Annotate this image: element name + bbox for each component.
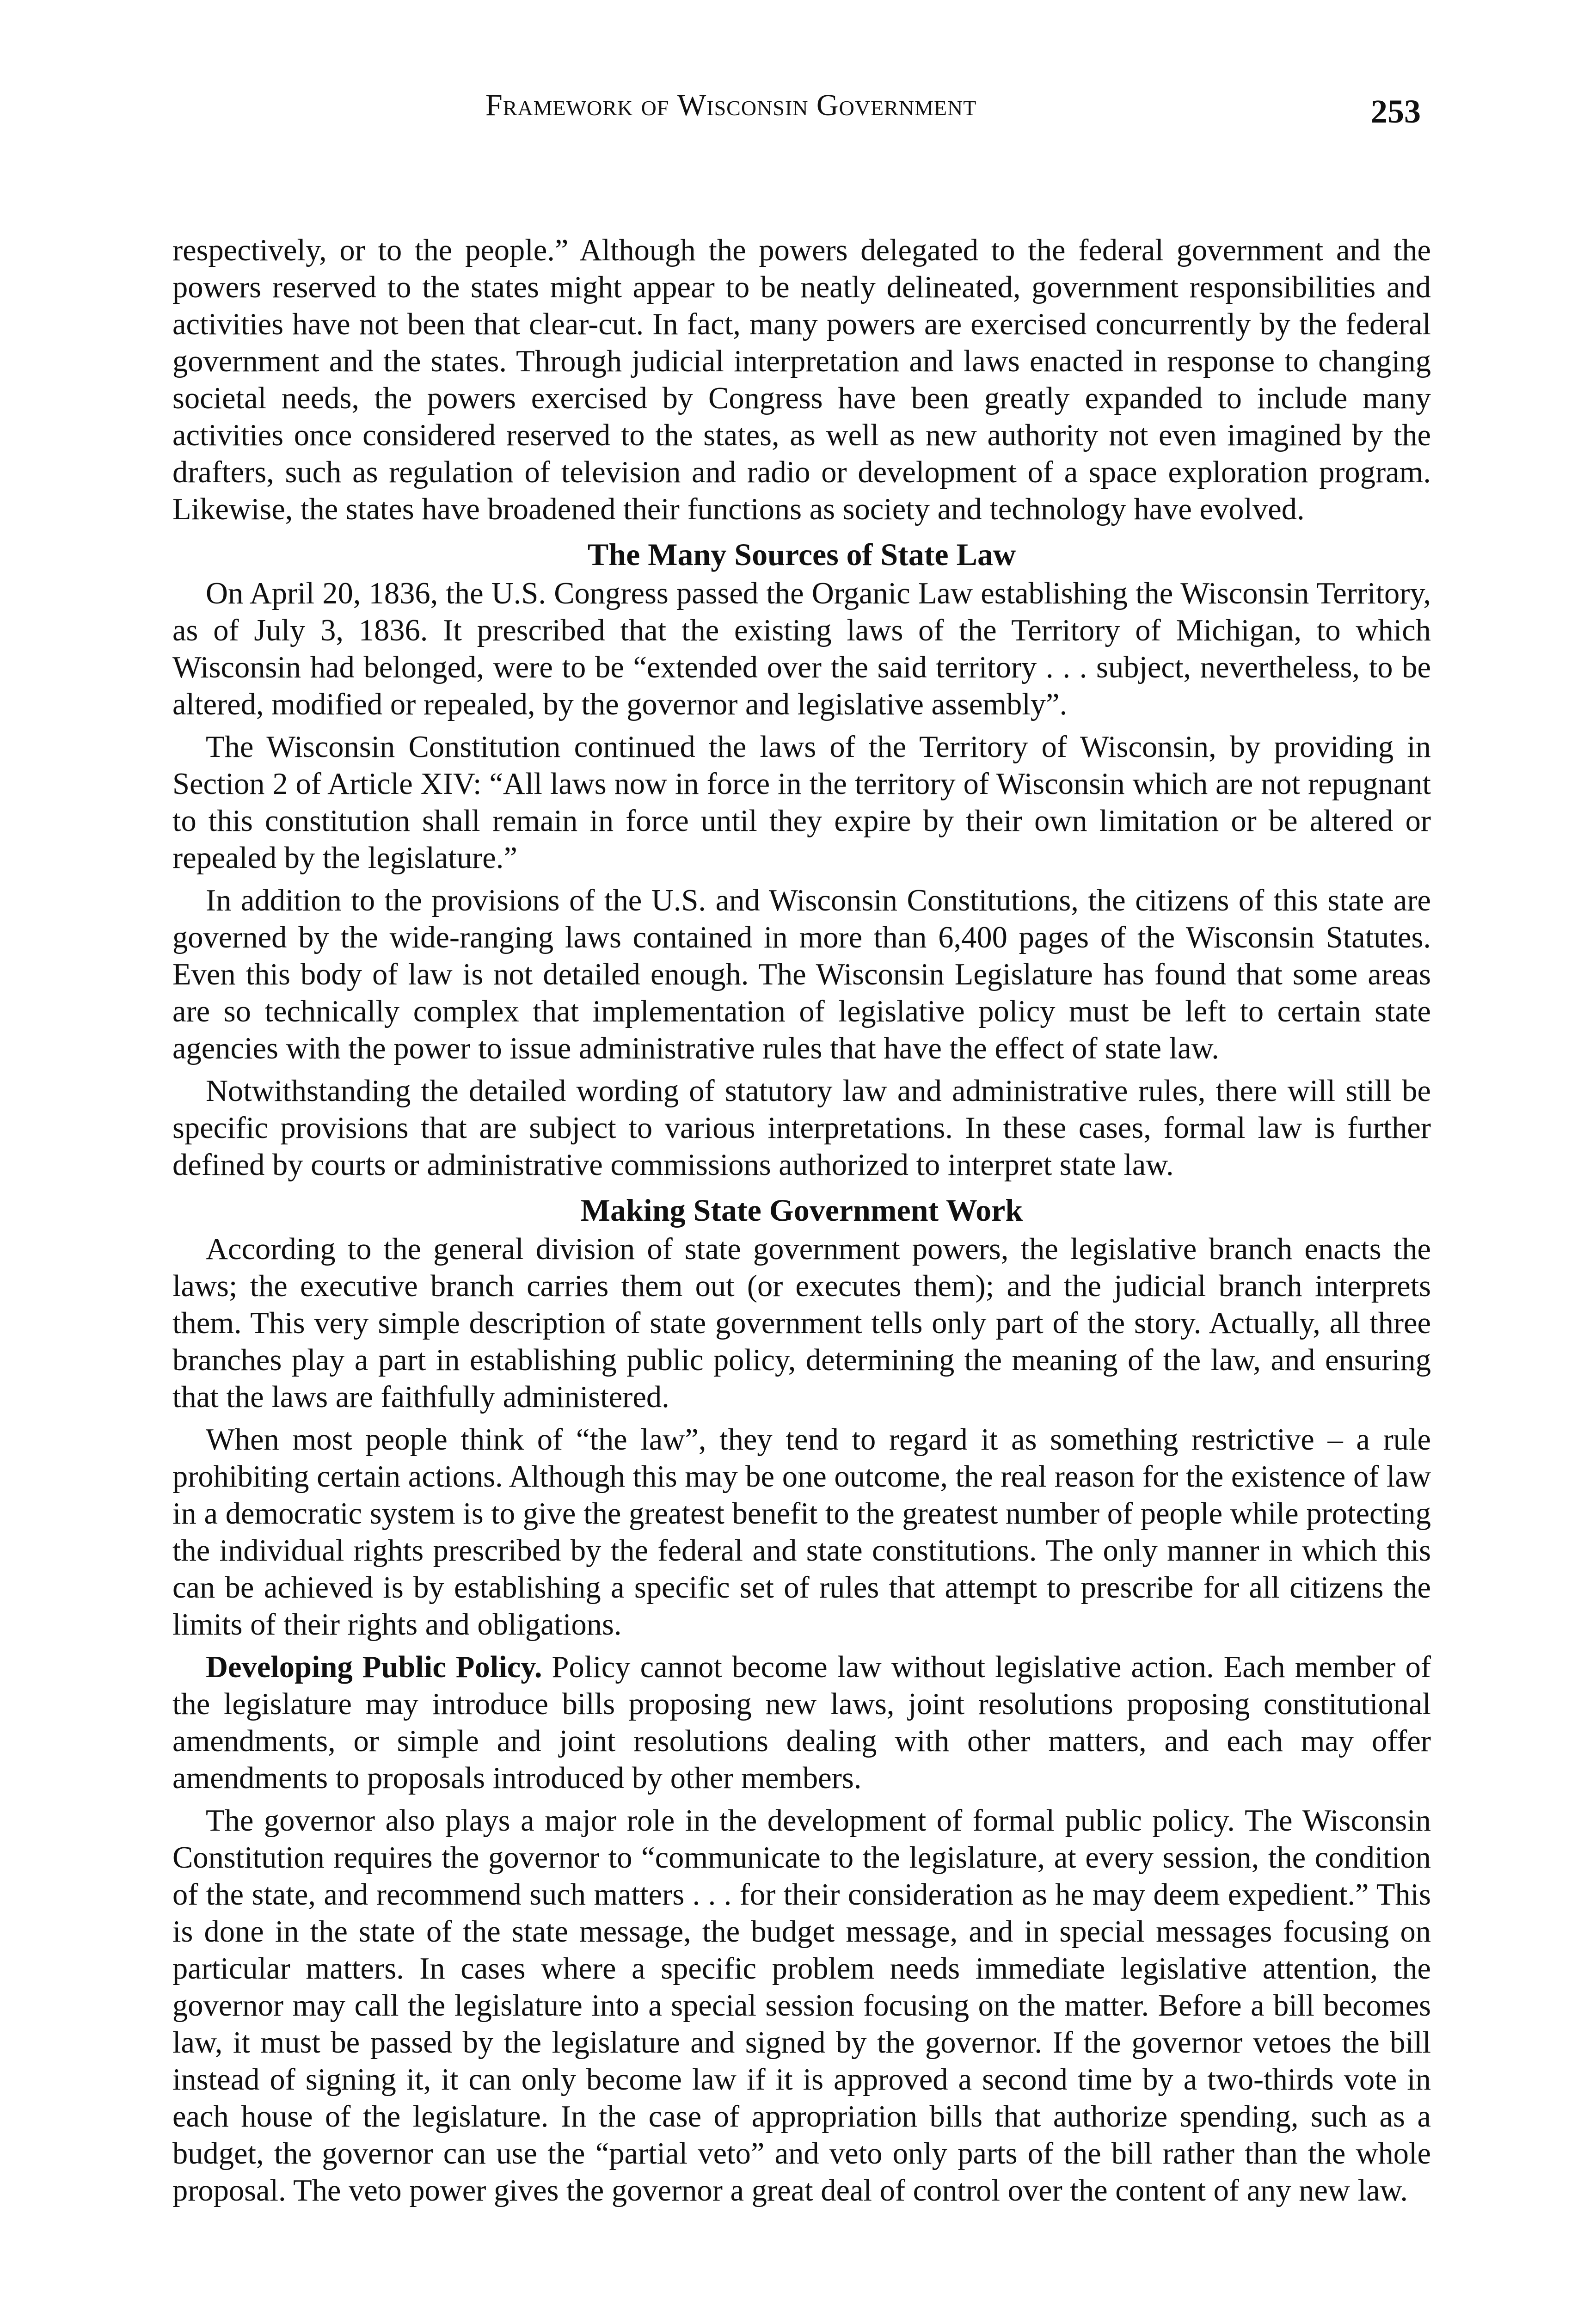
running-head-initial-2: W xyxy=(677,88,707,122)
section-heading-sources: The Many Sources of State Law xyxy=(587,537,1016,572)
running-head xyxy=(485,90,976,121)
paragraph-the-law: When most people think of “the law”, they tend to regard it as something restrictive – a rule prohibiting certain actions. Although this may be one outcome, the real reason for the existence of law in a democratic system is to give the greatest benefit to the greatest number of people while protecting the individual rights prescribed by the federal and state constitutions. The only manner in which this can be achieved is by establishing a specific set of rules that attempt to prescribe for all citizens the limits of their rights and obligations. xyxy=(172,1423,1431,1642)
paragraph-public-policy xyxy=(172,1649,1431,1797)
run-in-heading-public-policy: Developing Public Policy. xyxy=(206,1650,542,1684)
paragraph-organic-law: On April 20, 1836, the U.S. Congress passed the Organic Law establishing the Wisconsin Territory, as of July 3, 1836. It prescribed that the existing laws of the Territory of Michigan, to which Wisconsin had belonged, were to be “extended over the said territory . . . subject, nevertheless, to be altered, modified or repealed, by the governor and legislative assembly”. xyxy=(172,577,1431,721)
paragraph-interpretation: Notwithstanding the detailed wording of statutory law and administrative rules, there will still be specific provisions that are subject to various interpretations. In these cases, formal law is further defined by courts or administrative commissions authorized to interpret state law. xyxy=(172,1074,1431,1182)
section-heading-government-work: Making State Government Work xyxy=(580,1193,1023,1228)
running-head-part-3: overnment xyxy=(839,88,977,122)
paragraph-branches: According to the general division of state government powers, the legislative branch enacts the laws; the executive branch carries them out (or executes them); and the judicial branch interprets them. This very simple description of state government tells only part of the story. Actually, all three branches play a part in establishing public policy, determining the meaning of the law, and ensuring that the laws are faithfully administered. xyxy=(172,1232,1431,1414)
paragraph-constitution: The Wisconsin Constitution continued the laws of the Territory of Wisconsin, by providing in Section 2 of Article XIV: “All laws now in force in the territory of Wisconsin which are not repugnant to this constitution shall remain in force until they expire by their own limitation or be altered or repealed by the legislature.” xyxy=(172,730,1431,875)
paragraph-public-policy-text: Policy cannot become law without legislative action. Each member of the legislature may introduce bills proposing new laws, joint resolutions proposing constitutional amendments, or simple and joint resolutions dealing with other matters, and each may offer amendments to proposals introduced by other members. xyxy=(172,1650,1431,1795)
running-head-part-2: isconsin xyxy=(706,88,816,122)
paragraph-continued: respectively, or to the people.” Although the powers delegated to the federal government and the powers reserved to the states might appear to be neatly delineated, government responsibilities and activities have not been that clear-cut. In fact, many powers are exercised concurrently by the federal government and the states. Through judicial interpretation and laws enacted in response to changing societal needs, the powers exercised by Congress have been greatly expanded to include many activities once considered reserved to the states, as well as new authority not even imagined by the drafters, such as regulation of television and radio or development of a space exploration program. Likewise, the states have broadened their functions as society and technology have evolved. xyxy=(172,234,1431,526)
body-text xyxy=(172,232,1431,2215)
paragraph-governor-role: The governor also plays a major role in the development of formal public policy. The Wisconsin Constitution requires the governor to “communicate to the legislature, at every session, the condition of the state, and recommend such matters . . . for their consideration as he may deem expedient.” This is done in the state of the state message, the budget message, and in special messages focusing on particular matters. In cases where a specific problem needs immediate legislative attention, the governor may call the legislature into a special session focusing on the matter. Before a bill becomes law, it must be passed by the legislature and signed by the governor. If the governor vetoes the bill instead of signing it, it can only become law if it is approved a second time by a two-thirds vote in each house of the legislature. In the case of appropriation bills that authorize spending, such as a budget, the governor can use the “partial veto” and veto only parts of the bill rather than the whole proposal. The veto power gives the governor a great deal of control over the content of any new law. xyxy=(172,1804,1431,2207)
paragraph-statutes: In addition to the provisions of the U.S. and Wisconsin Constitutions, the citizens of this state are governed by the wide-ranging laws contained in more than 6,400 pages of the Wisconsin Statutes. Even this body of law is not detailed enough. The Wisconsin Legislature has found that some areas are so technically complex that implementation of legislative policy must be left to certain state agencies with the power to issue administrative rules that have the effect of state law. xyxy=(172,884,1431,1065)
running-head-part-1: ramework of xyxy=(503,88,677,122)
running-head-initial-3: G xyxy=(816,88,839,122)
page-number: 253 xyxy=(1371,93,1421,130)
running-head-initial-1: F xyxy=(485,88,503,122)
